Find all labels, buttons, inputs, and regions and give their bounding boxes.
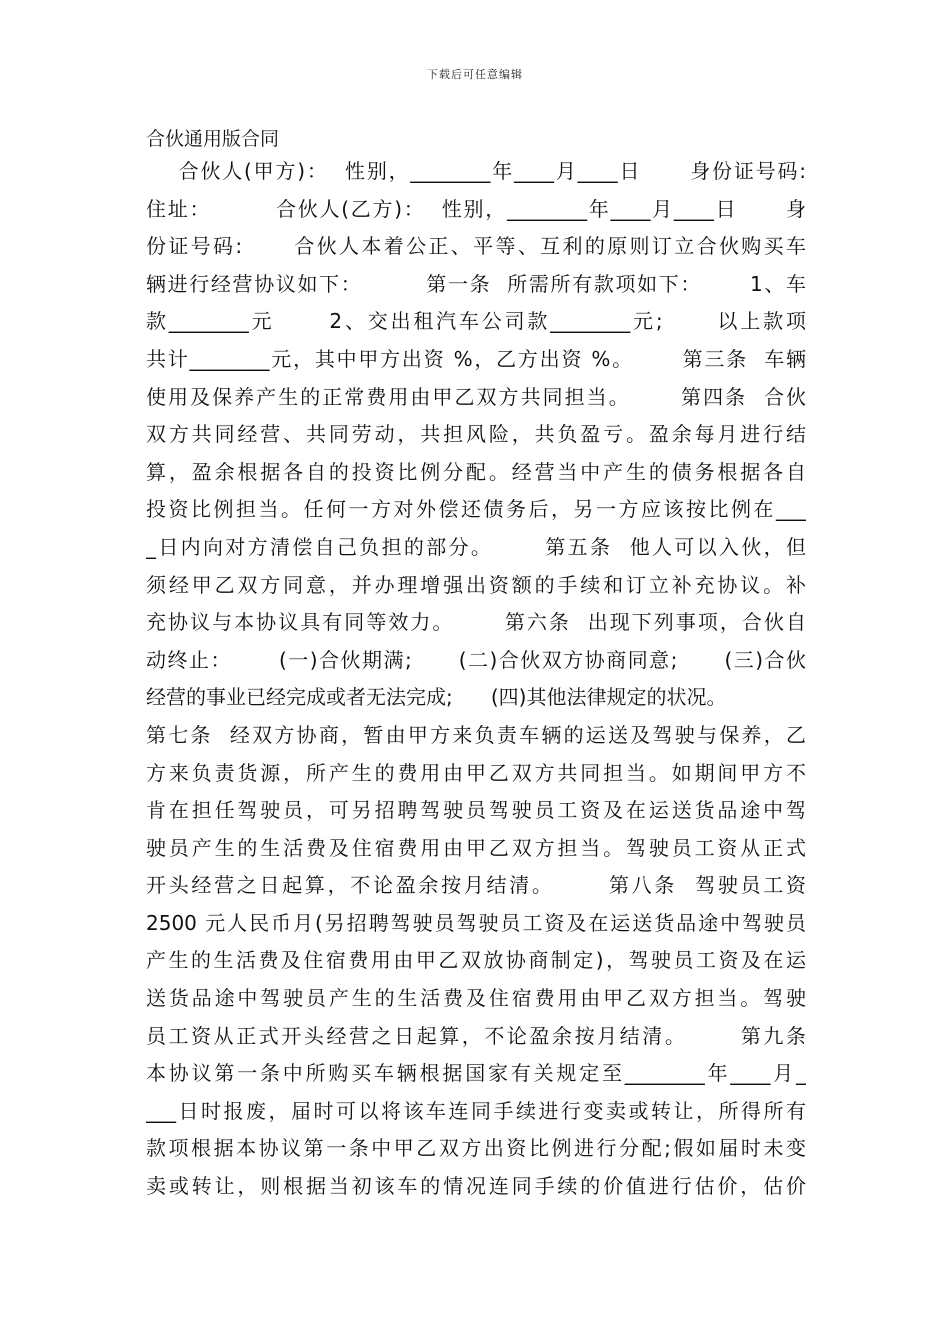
document-line: 开头经营之日起算，不论盈余按月结清。 第八条 驾驶员工资 <box>146 873 806 898</box>
document-line: 使用及保养产生的正常费用由甲乙双方共同担当。 第四条 合伙 <box>146 384 806 409</box>
document-line: 2500 元人民币月(另招聘驾驶员驾驶员工资及在运送货品途中驾驶员 <box>146 910 806 935</box>
document-line: 辆进行经营协议如下： 第一条 所需所有款项如下： 1、车 <box>146 271 806 296</box>
document-line: 算，盈余根据各自的投资比例分配。经营当中产生的债务根据各自 <box>146 459 806 484</box>
document-line: 住址： 合伙人(乙方)： 性别，________年____月____日 身 <box>146 196 806 221</box>
header-note: 下载后可任意编辑 <box>427 68 523 81</box>
document-line: 经营的事业已经完成或者无法完成; (四)其他法律规定的状况。 <box>146 685 727 710</box>
document-line: 合伙人(甲方)： 性别，________年____月____日 身份证号码: <box>146 159 806 183</box>
document-line: 产生的生活费及住宿费用由甲乙双放协商制定)，驾驶员工资及在运 <box>146 948 806 973</box>
document-line: 款项根据本协议第一条中甲乙双方出资比例进行分配;假如届时未变 <box>146 1136 806 1161</box>
document-line: 卖或转让，则根据当初该车的情况连同手续的价值进行估价，估价 <box>146 1174 806 1199</box>
document-line: 驶员产生的生活费及住宿费用由甲乙双方担当。驾驶员工资从正式 <box>146 835 806 860</box>
document-line: 投资比例担当。任何一方对外偿还债务后，另一方应该按比例在___ <box>146 497 806 522</box>
document-line: 充协议与本协议具有同等效力。 第六条 出现下列事项，合伙自 <box>146 610 806 635</box>
document-line: 份证号码: 合伙人本着公正、平等、互利的原则订立合伙购买车 <box>146 234 806 259</box>
document-line: 双方共同经营、共同劳动，共担风险，共负盈亏。盈余每月进行结 <box>146 422 806 447</box>
document-line: 方来负责货源，所产生的费用由甲乙双方共同担当。如期间甲方不 <box>146 760 806 785</box>
document-line: 第七条 经双方协商，暂由甲方来负责车辆的运送及驾驶与保养，乙 <box>146 722 806 747</box>
document-line: 员工资从正式开头经营之日起算，不论盈余按月结清。 第九条 <box>146 1023 806 1048</box>
document-line: 共计________元，其中甲方出资 %，乙方出资 %。 第三条 车辆 <box>146 346 806 371</box>
document-line: 送货品途中驾驶员产生的生活费及住宿费用由甲乙双方担当。驾驶 <box>146 986 806 1011</box>
document-line: 须经甲乙双方同意，并办理增强出资额的手续和订立补充协议。补 <box>146 572 806 597</box>
document-line: 本协议第一条中所购买车辆根据国家有关规定至________年____月_ <box>146 1061 806 1086</box>
document-title: 合伙通用版合同 <box>146 128 280 150</box>
document-line: ___日时报废，届时可以将该车连同手续进行变卖或转让，所得所有 <box>146 1098 806 1123</box>
document-body <box>146 153 806 1206</box>
document-line: _日内向对方清偿自己负担的部分。 第五条 他人可以入伙，但 <box>146 534 806 559</box>
document-line: 款________元 2、交出租汽车公司款________元; 以上款项 <box>146 309 806 334</box>
document-line: 动终止： (一)合伙期满; (二)合伙双方协商同意; (三)合伙 <box>146 647 806 672</box>
document-line: 肯在担任驾驶员，可另招聘驾驶员驾驶员工资及在运送货品途中驾 <box>146 798 806 823</box>
